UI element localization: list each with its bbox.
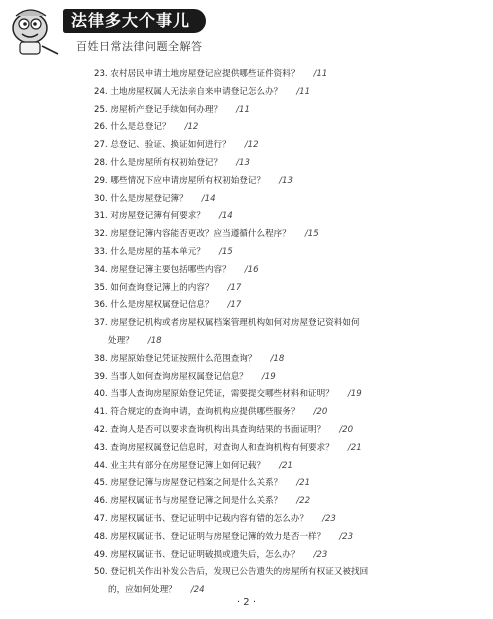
toc-entry-page: /19 <box>261 371 276 382</box>
toc-entry <box>94 119 474 137</box>
toc-entry-title: 46. 房屋权属证书与房屋登记簿之间是什么关系？ <box>94 496 283 507</box>
toc-entry-page: /23 <box>339 531 354 542</box>
toc-entry-page: /23 <box>322 513 336 524</box>
toc-entry-title: 47. 房屋权属证书、登记证明中记载内容有错的怎么办？ <box>94 513 309 524</box>
toc-entry <box>94 137 474 155</box>
toc-entry <box>94 315 474 333</box>
toc-entry <box>94 404 474 422</box>
toc-entry-page: /21 <box>296 478 311 489</box>
toc-entry <box>94 84 474 102</box>
toc-entry-title: 34. 房屋登记簿主要包括哪些内容？ <box>94 264 231 275</box>
toc-entry-title: 37. 房屋登记机构或者房屋权属档案管理机构如何对房屋登记资料如何 <box>94 318 360 329</box>
toc-entry-page: /14 <box>218 211 233 222</box>
toc-entry <box>94 458 474 476</box>
toc-entry-page: /15 <box>218 246 233 257</box>
toc-entry <box>94 511 474 529</box>
toc-entry <box>94 280 474 298</box>
toc-entry <box>94 262 474 280</box>
toc-entry <box>94 493 474 511</box>
toc-entry <box>94 244 474 262</box>
toc-entry-title: 40. 当事人查询房屋原始登记凭证，需要提交哪些材料和证明？ <box>94 389 334 400</box>
table-of-contents <box>94 66 474 600</box>
toc-entry-page: /11 <box>313 69 328 79</box>
toc-entry <box>94 547 474 565</box>
toc-entry-page: /17 <box>227 282 242 293</box>
toc-entry <box>94 297 474 315</box>
toc-entry-title: 24. 土地房屋权属人无法亲自来申请登记怎么办？ <box>94 86 283 97</box>
toc-entry-page: /11 <box>296 86 311 97</box>
toc-entry <box>94 333 474 351</box>
toc-entry-page: /18 <box>147 335 162 346</box>
toc-entry-title: 的，应如何处理？ <box>108 585 177 596</box>
toc-entry-page: /12 <box>244 140 259 151</box>
toc-entry-page: /20 <box>339 424 354 435</box>
toc-entry-page: /14 <box>201 193 216 204</box>
toc-entry-title: 39. 当事人如何查询房屋权属登记信息？ <box>94 371 248 382</box>
toc-entry-page: /13 <box>279 175 293 186</box>
toc-entry-page: /20 <box>313 407 328 418</box>
toc-entry-title: 43. 查询房屋权属登记信息时，对查询人和查询机构有何要求？ <box>94 442 334 453</box>
toc-entry-title: 41. 符合规定的查询申请，查询机构应提供哪些服务？ <box>94 407 300 418</box>
toc-entry <box>94 475 474 493</box>
toc-entry <box>94 208 474 226</box>
toc-entry-page: /19 <box>347 389 362 400</box>
toc-entry <box>94 564 474 582</box>
toc-entry-title: 50. 登记机关作出补发公告后，发现已公告遗失的房屋所有权证又被找回 <box>94 567 369 578</box>
book-subtitle: 百姓日常法律问题全解答 <box>76 40 203 53</box>
toc-entry-title: 49. 房屋权属证书、登记证明破损或遗失后，怎么办？ <box>94 549 300 560</box>
toc-entry <box>94 66 474 84</box>
toc-entry-page: /11 <box>236 104 250 115</box>
toc-entry-title: 30. 什么是房屋登记簿？ <box>94 193 188 204</box>
toc-entry-page: /18 <box>270 353 285 364</box>
toc-entry-title: 45. 房屋登记簿与房屋登记档案之间是什么关系？ <box>94 478 283 489</box>
toc-entry <box>94 369 474 387</box>
toc-entry-page: /24 <box>190 585 205 596</box>
toc-entry <box>94 173 474 191</box>
toc-entry <box>94 226 474 244</box>
toc-entry-title: 44. 业主共有部分在房屋登记簿上如何记载？ <box>94 460 266 471</box>
toc-entry-page: /21 <box>347 442 362 453</box>
toc-entry <box>94 191 474 209</box>
toc-entry-title: 33. 什么是房屋的基本单元？ <box>94 246 205 257</box>
toc-entry-title: 25. 房屋析产登记手续如何办理？ <box>94 104 223 115</box>
toc-entry-title: 29. 哪些情况下应申请房屋所有权初始登记？ <box>94 175 266 186</box>
toc-entry-page: /16 <box>244 264 259 275</box>
toc-entry-title: 32. 房屋登记簿内容能否更改？应当遵循什么程序？ <box>94 229 291 240</box>
toc-entry-page: /21 <box>279 460 293 471</box>
toc-entry-page: /13 <box>236 157 250 168</box>
toc-entry <box>94 422 474 440</box>
book-series-title: 法律多大个事儿 <box>63 9 206 33</box>
toc-entry <box>94 351 474 369</box>
page-number: · 2 · <box>236 597 257 608</box>
toc-entry-title: 38. 房屋原始登记凭证按照什么范围查询？ <box>94 353 257 364</box>
toc-entry-title: 23. 农村居民申请土地房屋登记应提供哪些证件资料？ <box>94 69 300 79</box>
toc-entry <box>94 155 474 173</box>
toc-entry-page: /17 <box>227 300 242 311</box>
toc-entry <box>94 102 474 120</box>
toc-entry-page: /12 <box>184 122 199 133</box>
toc-entry-title: 处理？ <box>108 335 134 346</box>
toc-entry-title: 27. 总登记、验证、换证如何进行？ <box>94 140 231 151</box>
toc-entry <box>94 440 474 458</box>
page-header <box>0 0 493 62</box>
toc-entry-title: 42. 查询人是否可以要求查询机构出具查询结果的书面证明？ <box>94 424 326 435</box>
toc-entry-title: 36. 什么是房屋权属登记信息？ <box>94 300 214 311</box>
toc-entry <box>94 386 474 404</box>
toc-entry-title: 35. 如何查询登记簿上的内容？ <box>94 282 214 293</box>
toc-entry-page: /23 <box>313 549 328 560</box>
toc-entry-page: /15 <box>304 229 319 240</box>
mascot-icon <box>6 2 62 58</box>
toc-entry-title: 26. 什么是总登记？ <box>94 122 171 133</box>
toc-entry <box>94 529 474 547</box>
toc-entry-title: 48. 房屋权属证书、登记证明与房屋登记簿的效力是否一样？ <box>94 531 326 542</box>
toc-entry-title: 28. 什么是房屋所有权初始登记？ <box>94 157 223 168</box>
toc-entry-title: 31. 对房屋登记簿有何要求？ <box>94 211 205 222</box>
toc-entry-page: /22 <box>296 496 311 507</box>
